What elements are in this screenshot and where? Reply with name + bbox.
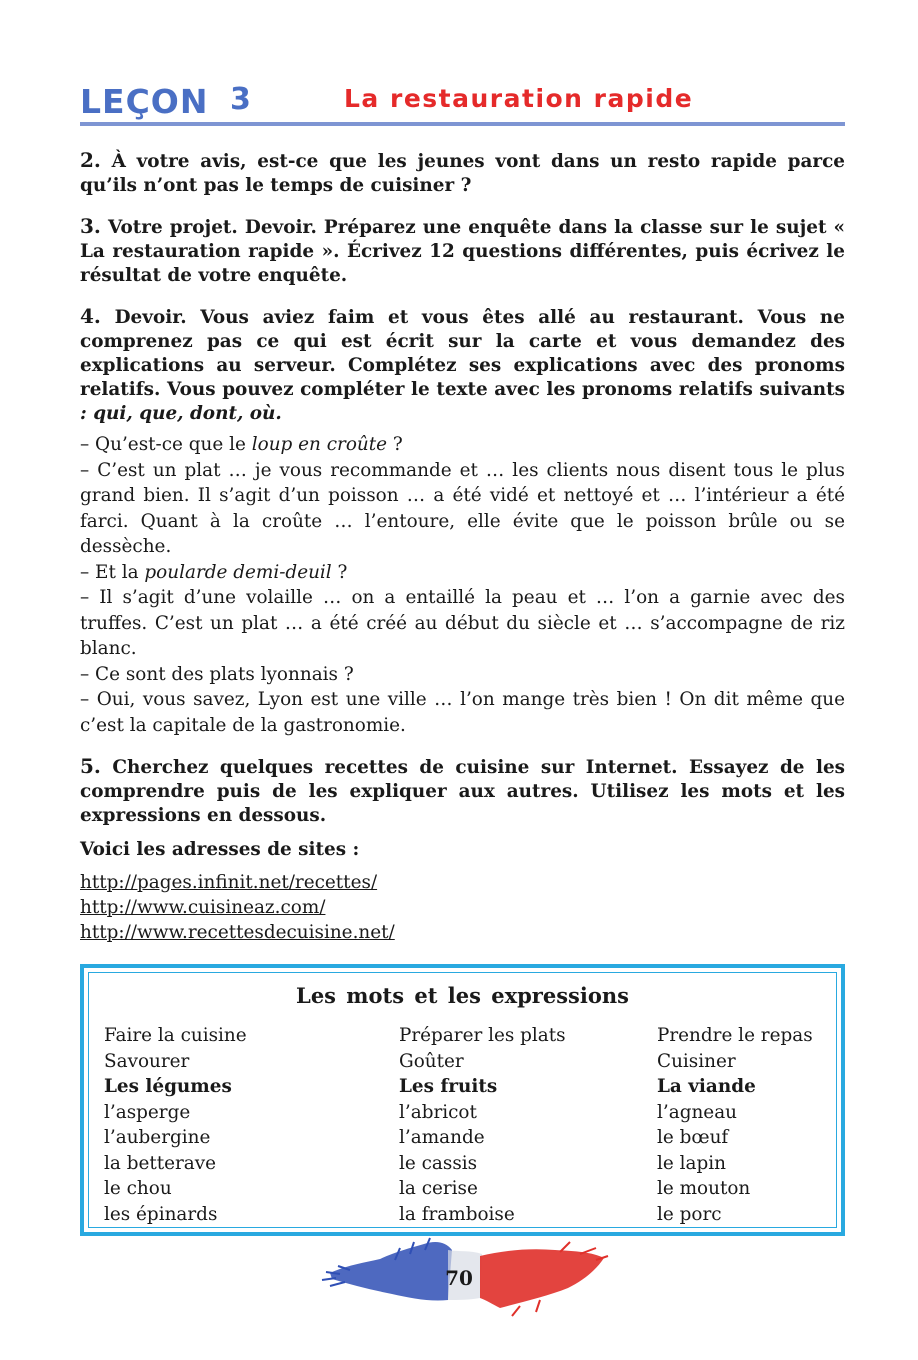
dialogue	[80, 432, 845, 738]
exercise-5	[80, 754, 845, 828]
exercise-text: Cherchez quelques recettes de cuisine sur Internet. Essayez de les comprendre puis de les expliquer aux autres. Utilisez les mots et les expressions en dessous.	[80, 757, 846, 826]
vocab-item: l’amande	[399, 1127, 485, 1148]
vocabulary-title: Les mots et les expressions	[296, 983, 629, 1008]
vocabulary-column-fruits	[399, 1023, 566, 1227]
vocab-item: Savourer	[104, 1050, 190, 1072]
vocab-item: l’abricot	[399, 1101, 477, 1123]
vocab-item: le cassis	[399, 1152, 478, 1174]
vocabulary-box	[80, 964, 845, 1236]
site-link[interactable]: http://pages.infinit.net/recettes/	[80, 872, 378, 893]
vocab-item: l’aubergine	[104, 1127, 211, 1148]
lesson-header	[80, 80, 845, 130]
site-link[interactable]: http://www.recettesdecuisine.net/	[80, 922, 395, 943]
exercise-number: 5.	[80, 754, 101, 778]
vocabulary-inner-border	[88, 972, 837, 1228]
vocab-item: le mouton	[657, 1178, 751, 1199]
vocab-category: Les légumes	[104, 1076, 232, 1097]
sites-heading: Voici les adresses de sites :	[80, 839, 360, 860]
dialogue-line: – Il s’agit d’une volaille … on a entaillé la peau et … l’on a garnie avec des truffes. C’est un plat … a été créé au début du siècle et … s’accompagne de riz blanc.	[80, 587, 845, 659]
vocab-item: le lapin	[657, 1152, 726, 1174]
page-footer	[0, 1230, 918, 1320]
exercise-text: Votre projet. Devoir. Préparez une enquête dans la classe sur le sujet « La restauration rapide ». Écrivez 12 questions différentes, puis écrivez le résultat de votre enquête.	[80, 217, 845, 286]
vocabulary-column-meat	[657, 1023, 813, 1227]
dialogue-line: – Ce sont des plats lyonnais ?	[80, 663, 354, 685]
vocab-item: Cuisiner	[657, 1050, 736, 1072]
vocab-item: Faire la cuisine	[104, 1025, 247, 1046]
vocab-category: La viande	[657, 1076, 756, 1097]
vocab-item: le bœuf	[657, 1127, 729, 1148]
pronoun-list: : qui, que, dont, où.	[80, 403, 282, 424]
exercise-number: 2.	[80, 148, 101, 172]
site-link[interactable]: http://www.cuisineaz.com/	[80, 897, 326, 918]
dialogue-line: – Et la poularde demi-deuil ?	[80, 561, 348, 583]
page-content	[80, 80, 845, 945]
page-number: 70	[445, 1266, 473, 1290]
lesson-label: LEÇON	[80, 82, 209, 121]
vocab-item: le chou	[104, 1178, 172, 1199]
vocab-item: Préparer les plats	[399, 1025, 566, 1046]
vocab-item: la cerise	[399, 1178, 478, 1199]
vocab-item: la framboise	[399, 1203, 515, 1225]
dialogue-line: – Oui, vous savez, Lyon est une ville … l’on mange très bien ! On dit même que c’est la capitale de la gastronomie.	[80, 689, 845, 736]
dish-name: poularde demi-deuil	[144, 561, 332, 583]
vocab-item: Prendre le repas	[657, 1025, 813, 1046]
vocabulary-column-vegetables	[104, 1023, 247, 1227]
exercise-2	[80, 148, 845, 198]
exercise-text: Devoir. Vous aviez faim et vous êtes allé au restaurant. Vous ne comprenez pas ce qui est écrit sur la carte et vous demandez des explications au serveur. Complétez ses explications avec des pronoms relatifs. Vous pouvez compléter le texte avec les pronoms relatifs suivants	[80, 307, 845, 400]
dialogue-line: – C’est un plat … je vous recommande et … les clients nous disent tous le plus grand bien. Il s’agit d’un poisson … a été vidé et nettoyé et … l’intérieur a été farci. Quant à la croûte … l’entoure, elle évite que le poisson brûle ou se dessèche.	[80, 459, 845, 557]
vocab-category: Les fruits	[399, 1076, 498, 1097]
site-links	[80, 870, 845, 945]
dialogue-line: – Qu’est-ce que le loup en croûte ?	[80, 434, 403, 455]
exercise-number: 3.	[80, 214, 101, 238]
exercise-4	[80, 304, 845, 426]
vocab-item: les épinards	[104, 1203, 218, 1225]
vocab-item: la betterave	[104, 1152, 217, 1174]
exercise-number: 4.	[80, 304, 101, 328]
vocab-item: l’asperge	[104, 1101, 191, 1123]
vocab-item: l’agneau	[657, 1101, 738, 1123]
exercise-3	[80, 214, 845, 288]
lesson-number: 3	[230, 82, 251, 117]
vocab-item: Goûter	[399, 1050, 464, 1072]
header-rule	[80, 122, 845, 126]
exercise-text: À votre avis, est-ce que les jeunes vont dans un resto rapide parce qu’ils n’ont pas le temps de cuisiner ?	[80, 151, 845, 196]
vocab-item: le porc	[657, 1203, 722, 1225]
dish-name: loup en croûte	[251, 434, 388, 455]
lesson-title: La restauration rapide	[344, 84, 694, 113]
